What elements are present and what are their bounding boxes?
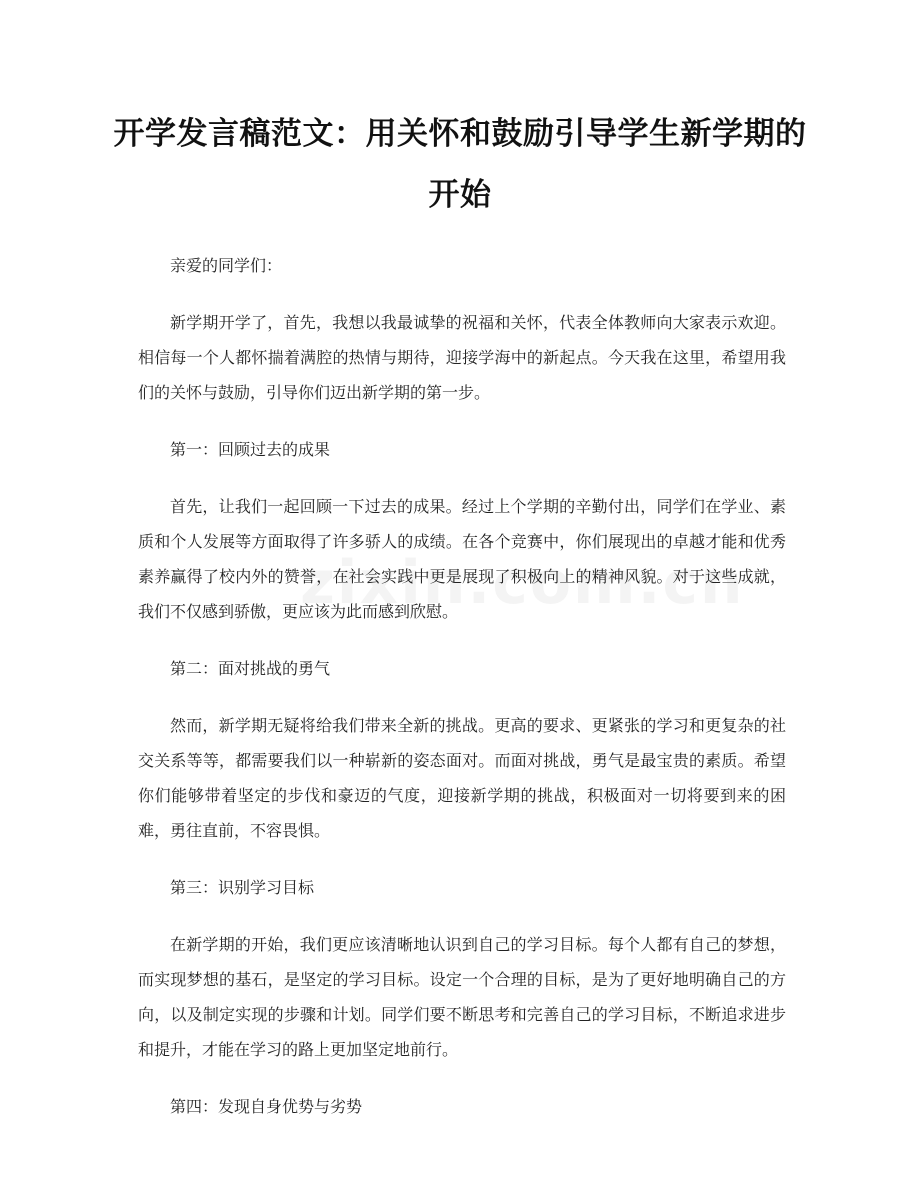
section-heading: 第三：识别学习目标 xyxy=(170,878,315,897)
salutation: 亲爱的同学们： xyxy=(170,256,283,275)
body-paragraph: 新学期开学了，首先，我想以我最诚挚的祝福和关怀，代表全体教师向大家表示欢迎。相信每一个人都怀揣着满腔的热情与期待，迎接学海中的新起点。今天我在这里，希望用我们的关怀与鼓励，引导你们迈出新学期的第一步。 xyxy=(138,313,786,402)
section-heading: 第四：发现自身优势与劣势 xyxy=(170,1097,363,1116)
section-heading: 第二：面对挑战的勇气 xyxy=(170,659,331,678)
document-body xyxy=(138,248,786,1146)
body-paragraph: 然而，新学期无疑将给我们带来全新的挑战。更高的要求、更紧张的学习和更复杂的社交关系等等，都需要我们以一种崭新的姿态面对。而面对挑战，勇气是最宝贵的素质。希望你们能够带着坚定的步伐和豪迈的气度，迎接新学期的挑战，积极面对一切将要到来的困难，勇往直前，不容畏惧。 xyxy=(138,716,786,840)
body-paragraph: 在新学期的开始，我们更应该清晰地认识到自己的学习目标。每个人都有自己的梦想，而实现梦想的基石，是坚定的学习目标。设定一个合理的目标，是为了更好地明确自己的方向，以及制定实现的步骤和计划。同学们要不断思考和完善自己的学习目标，不断追求进步和提升，才能在学习的路上更加坚定地前行。 xyxy=(138,935,786,1059)
document-title: 开学发言稿范文：用关怀和鼓励引导学生新学期的开始 xyxy=(113,116,807,213)
section-heading: 第一：回顾过去的成果 xyxy=(170,440,331,459)
body-paragraph: 首先，让我们一起回顾一下过去的成果。经过上个学期的辛勤付出，同学们在学业、素质和个人发展等方面取得了许多骄人的成绩。在各个竞赛中，你们展现出的卓越才能和优秀素养赢得了校内外的赞誉，在社会实践中更是展现了积极向上的精神风貌。对于这些成就，我们不仅感到骄傲，更应该为此而感到欣慰。 xyxy=(138,497,786,621)
